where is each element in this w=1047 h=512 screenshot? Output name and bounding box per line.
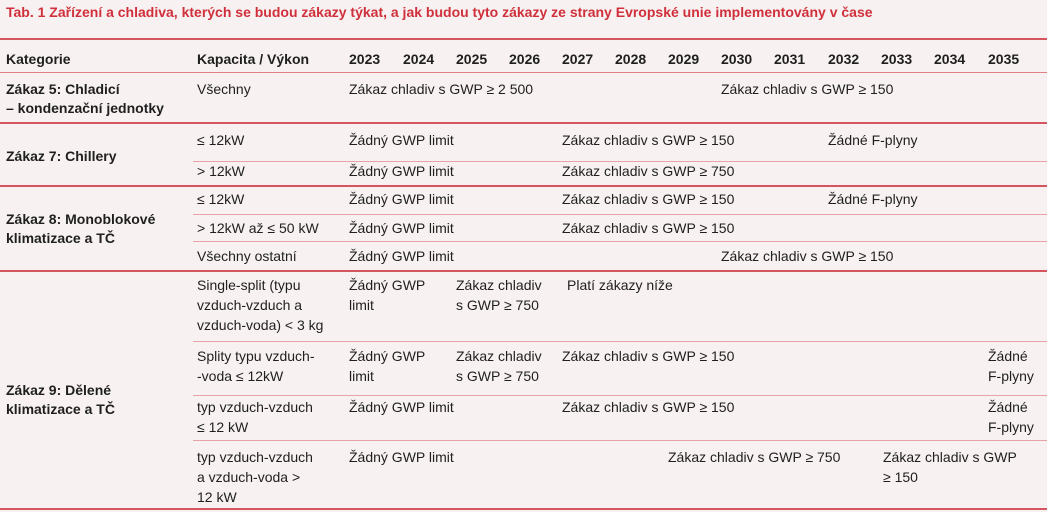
category-label: Zákaz 9: Dělené [6,382,112,398]
category-label: klimatizace a TČ [6,401,115,417]
ban-cell: Platí zákazy níže [567,277,673,293]
capacity-cell: > 12kW [197,163,245,179]
row-rule [193,241,1047,242]
row-rule [193,214,1047,215]
ban-cell: Žádný GWP [349,348,426,364]
ban-cell: Zákaz chladiv s GWP ≥ 150 [721,81,894,97]
group-rule [0,185,1047,187]
capacity-cell: a vzduch-voda > [197,469,301,485]
ban-cell: Žádný GWP limit [349,449,454,465]
header-category: Kategorie [6,51,71,67]
capacity-cell: ≤ 12 kW [197,419,249,435]
capacity-cell: -voda ≤ 12kW [197,368,284,384]
ban-cell: Zákaz chladiv s GWP ≥ 150 [562,399,735,415]
ban-cell: Žádné F-plyny [828,191,918,207]
ban-cell: Žádný GWP limit [349,399,454,415]
capacity-cell: Všechny [197,81,251,97]
ban-cell: Zákaz chladiv s GWP ≥ 150 [562,220,735,236]
header-year-2029: 2029 [668,51,700,67]
table-bottom-rule [0,508,1047,510]
ban-cell: Zákaz chladiv s GWP ≥ 750 [668,449,841,465]
header-year-2034: 2034 [934,51,966,67]
header-year-2027: 2027 [562,51,594,67]
capacity-cell: vzduch-voda) < 3 kg [197,317,324,333]
ban-cell: Zákaz chladiv [456,348,542,364]
table-caption: Tab. 1 Zařízení a chladiva, kterých se budou zákazy týkat, a jak budou tyto zákazy ze strany Evropské unie implementovány v čase [6,4,873,20]
capacity-cell: typ vzduch-vzduch [197,399,313,415]
category-label: Zákaz 7: Chillery [6,148,117,164]
capacity-cell: > 12kW až ≤ 50 kW [197,220,319,236]
ban-cell: Zákaz chladiv s GWP [883,449,1017,465]
header-year-2032: 2032 [828,51,860,67]
capacity-cell: 12 kW [197,489,237,505]
ban-cell: Žádné F-plyny [828,132,918,148]
header-year-2024: 2024 [403,51,435,67]
ban-cell: Zákaz chladiv s GWP ≥ 750 [562,163,735,179]
header-year-2031: 2031 [774,51,806,67]
category-label: Zákaz 5: Chladicí [6,81,120,97]
capacity-cell: ≤ 12kW [197,191,245,207]
header-rule [0,72,1047,73]
ban-cell: Zákaz chladiv s GWP ≥ 2 500 [349,81,534,97]
ban-cell: s GWP ≥ 750 [456,297,539,313]
ban-cell: Žádný GWP limit [349,132,454,148]
ban-cell: s GWP ≥ 750 [456,368,539,384]
header-year-2035: 2035 [988,51,1020,67]
category-label: Zákaz 8: Monoblokové [6,211,156,227]
header-year-2028: 2028 [615,51,647,67]
row-rule [193,341,1047,342]
ban-cell: Žádný GWP limit [349,191,454,207]
ban-cell: F-plyny [988,419,1034,435]
ban-cell: Žádný GWP limit [349,220,454,236]
group-rule [0,270,1047,272]
ban-cell: F-plyny [988,368,1034,384]
ban-cell: Žádný GWP limit [349,248,454,264]
ban-cell: Žádné [988,348,1028,364]
regulation-table [0,38,1047,512]
table-top-rule [0,38,1047,40]
header-year-2033: 2033 [881,51,913,67]
capacity-cell: Všechny ostatní [197,248,297,264]
capacity-cell: vzduch-vzduch a [197,297,303,313]
category-label: klimatizace a TČ [6,230,115,246]
ban-cell: Žádné [988,399,1028,415]
ban-cell: limit [349,297,374,313]
ban-cell: Žádný GWP limit [349,163,454,179]
header-year-2030: 2030 [721,51,753,67]
row-rule [193,395,1047,396]
ban-cell: Zákaz chladiv s GWP ≥ 150 [562,132,735,148]
capacity-cell: Splity typu vzduch- [197,348,315,364]
header-year-2025: 2025 [456,51,488,67]
ban-cell: Zákaz chladiv [456,277,542,293]
ban-cell: Zákaz chladiv s GWP ≥ 150 [562,348,735,364]
category-label: – kondenzační jednotky [6,100,164,116]
row-rule [193,440,1047,441]
ban-cell: ≥ 150 [883,469,918,485]
ban-cell: Zákaz chladiv s GWP ≥ 150 [721,248,894,264]
capacity-cell: typ vzduch-vzduch [197,449,313,465]
ban-cell: limit [349,368,374,384]
ban-cell: Zákaz chladiv s GWP ≥ 150 [562,191,735,207]
capacity-cell: Single-split (typu [197,277,301,293]
header-capacity: Kapacita / Výkon [197,51,310,67]
group-rule [0,122,1047,124]
header-year-2026: 2026 [509,51,541,67]
ban-cell: Žádný GWP [349,277,426,293]
header-year-2023: 2023 [349,51,381,67]
capacity-cell: ≤ 12kW [197,132,245,148]
